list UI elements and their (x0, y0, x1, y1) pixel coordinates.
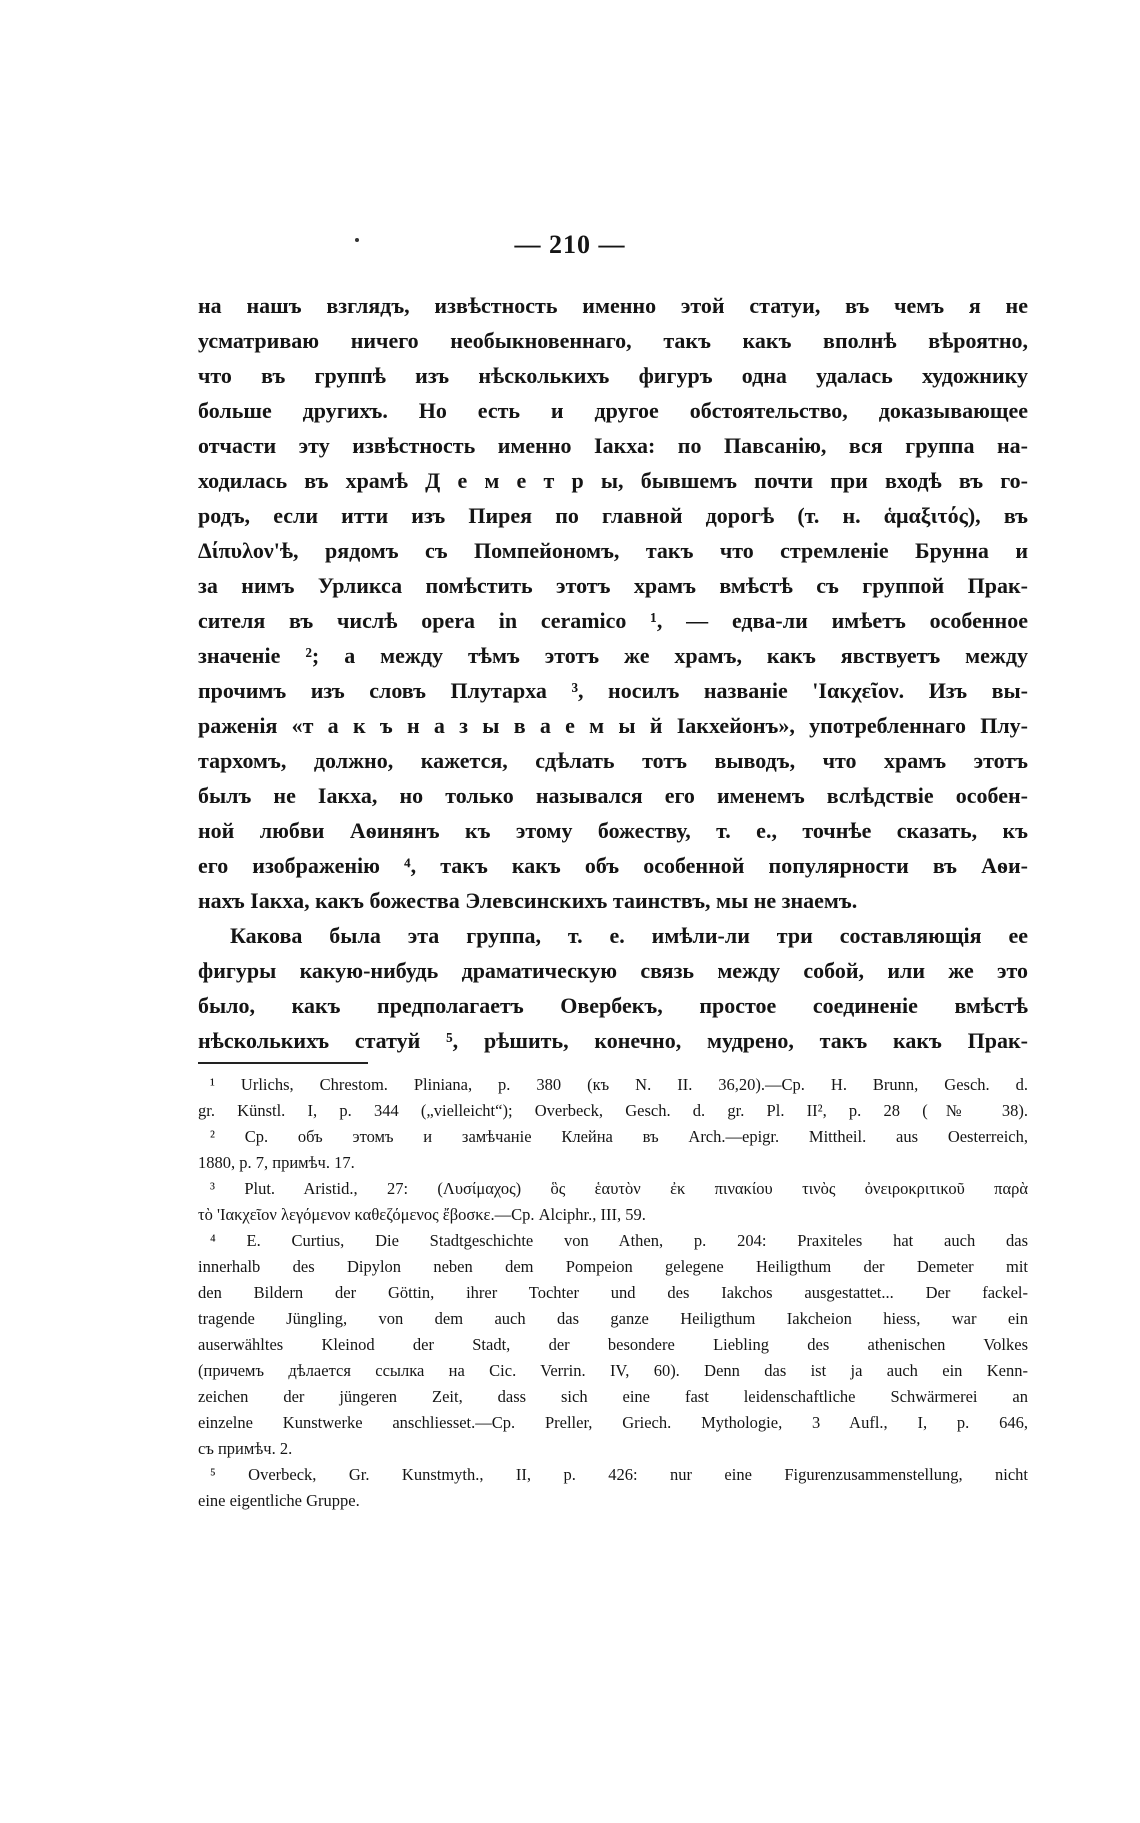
footnote-line: съ примѣч. 2. (198, 1439, 293, 1458)
footnote-line: tragende Jüngling, von dem auch das ganze Heiligthum Iakcheion hiess, war ein (198, 1309, 1028, 1328)
footnote-line: gr. Künstl. I, p. 344 („vielleicht“); Overbeck, Gesch. d. gr. Pl. II², p. 28 (№ 38). (198, 1101, 1028, 1120)
footnote-line: innerhalb des Dipylon neben dem Pompeion gelegene Heiligthum der Demeter mit (198, 1257, 1028, 1276)
text-line: нахъ Іакха, какъ божества Элевсинскихъ таинствъ, мы не знаемъ. (198, 888, 858, 913)
text-line: тархомъ, должно, кажется, сдѣлать тотъ выводъ, что храмъ этотъ (198, 748, 1028, 773)
text-line: значеніе ²; а между тѣмъ этотъ же храмъ, какъ явствуетъ между (198, 643, 1028, 668)
footnote-line: 1880, p. 7, примѣч. 17. (198, 1153, 355, 1172)
footnote-line: ¹ Urlichs, Chrestom. Pliniana, p. 380 (къ N. II. 36,20).—Ср. H. Brunn, Gesch. d. (210, 1075, 1028, 1094)
footnote-line: einzelne Kunstwerke anschliesset.—Ср. Preller, Griech. Mythologie, 3 Aufl., I, p. 646, (198, 1413, 1028, 1432)
text-line: фигуры какую-нибудь драматическую связь между собой, или же это (198, 958, 1028, 983)
footnote-line: ⁵ Overbeck, Gr. Kunstmyth., II, p. 426: nur eine Figurenzusammenstellung, nicht (210, 1465, 1028, 1484)
text-line: Какова была эта группа, т. е. имѣли-ли три составляющія ее (230, 923, 1028, 948)
footnote-line: den Bildern der Göttin, ihrer Tochter und des Iakchos ausgestattet... Der fackel- (198, 1283, 1028, 1302)
text-line: раженія «т а к ъ н а з ы в а е м ы й Іакхейонъ», употребленнаго Плу- (198, 713, 1028, 738)
page-number: — 210 — (514, 230, 626, 259)
footnote-line: (причемъ дѣлается ссылка на Cic. Verrin. IV, 60). Denn das ist ja auch ein Kenn- (198, 1361, 1028, 1380)
footnote-line: auserwähltes Kleinod der Stadt, der besondere Liebling des athenischen Volkes (198, 1335, 1028, 1354)
text-line: родъ, если итти изъ Пирея по главной дорогѣ (т. н. ἁμαξιτός), въ (198, 503, 1028, 528)
footnote-line: ² Ср. объ этомъ и замѣчаніе Клейна въ Arch.—epigr. Mittheil. aus Oesterreich, (210, 1127, 1028, 1146)
main-text (198, 288, 1028, 1058)
footnote-line: zeichen der jüngeren Zeit, dass sich eine fast leidenschaftliche Schwärmerei an (198, 1387, 1028, 1406)
footnote-divider (198, 1062, 368, 1064)
text-line: за нимъ Урликса помѣстить этотъ храмъ вмѣстѣ съ группой Прак- (198, 573, 1028, 598)
text-line: на нашъ взглядъ, извѣстность именно этой статуи, въ чемъ я не (198, 293, 1028, 318)
footnotes (198, 1072, 1028, 1514)
text-line: прочимъ изъ словъ Плутарха ³, носилъ названіе 'Ιακχεῖον. Изъ вы- (198, 678, 1028, 703)
footnote-line: ⁴ E. Curtius, Die Stadtgeschichte von Athen, p. 204: Praxiteles hat auch das (210, 1231, 1028, 1250)
text-line: больше другихъ. Но есть и другое обстоятельство, доказывающее (198, 398, 1028, 423)
text-line: ходилась въ храмѣ Д е м е т р ы, бывшемъ почти при входѣ въ го- (198, 468, 1028, 493)
text-line: его изображенію ⁴, такъ какъ объ особенной популярности въ Аѳи- (198, 853, 1028, 878)
text-line: нѣсколькихъ статуй ⁵, рѣшить, конечно, мудрено, такъ какъ Прак- (198, 1028, 1028, 1053)
footnote-line: ³ Plut. Aristid., 27: (Λυσίμαχος) ὃς ἑαυτὸν ἐκ πινακίου τινὸς ὀνειροκριτικοῦ παρὰ (210, 1179, 1028, 1198)
text-line: отчасти эту извѣстность именно Іакха: по Павсанію, вся группа на- (198, 433, 1028, 458)
footnote-line: eine eigentliche Gruppe. (198, 1491, 360, 1510)
text-line: что въ группѣ изъ нѣсколькихъ фигуръ одна удалась художнику (198, 363, 1028, 388)
text-line: усматриваю ничего необыкновеннаго, такъ какъ вполнѣ вѣроятно, (198, 328, 1028, 353)
text-line: было, какъ предполагаетъ Овербекъ, простое соединеніе вмѣстѣ (198, 993, 1028, 1018)
text-line: былъ не Іакха, но только назывался его именемъ вслѣдствіе особен- (198, 783, 1028, 808)
text-line: ной любви Аѳинянъ къ этому божеству, т. е., точнѣе сказать, къ (198, 818, 1028, 843)
text-line: Δίπυλον'ѣ, рядомъ съ Помпейономъ, такъ что стремленіе Брунна и (198, 538, 1028, 563)
footnote-line: τὸ 'Ιακχεῖον λεγόμενον καθεζόμενος ἔβοσκε.—Ср. Alciphr., III, 59. (198, 1205, 646, 1224)
text-line: сителя въ числѣ opera in ceramico ¹, — едва-ли имѣетъ особенное (198, 608, 1028, 633)
